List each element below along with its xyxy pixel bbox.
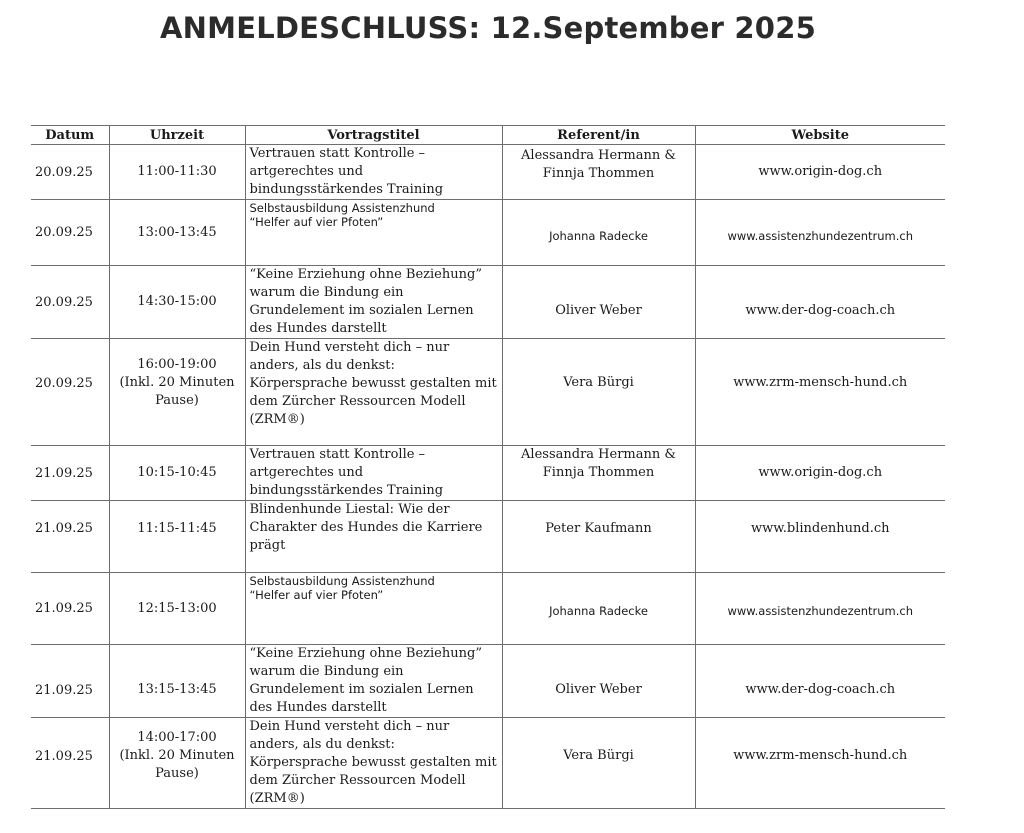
- talk-title-line: Grundelement im sozialen Lernen: [249, 303, 474, 318]
- website-link[interactable]: www.assistenzhundezentrum.ch: [695, 573, 945, 645]
- talk-title-cell: [245, 645, 502, 718]
- time-cell: [109, 446, 245, 501]
- talk-title-cell: [245, 200, 502, 266]
- speaker-line: Peter Kaufmann: [545, 520, 652, 536]
- table-row: [31, 200, 945, 266]
- talk-title-cell: [245, 446, 502, 501]
- time-line: 13:15-13:45: [137, 682, 217, 697]
- website-link[interactable]: www.blindenhund.ch: [695, 501, 945, 573]
- talk-title-cell: [245, 339, 502, 446]
- talk-title-cell: [245, 501, 502, 573]
- talk-title-line: Vertrauen statt Kontrolle –: [249, 447, 426, 462]
- speaker-cell: [502, 266, 695, 339]
- talk-title-line: dem Zürcher Ressourcen Modell: [249, 773, 466, 788]
- speaker-line: Oliver Weber: [555, 682, 642, 697]
- speaker-cell: [502, 446, 695, 501]
- talk-title-line: anders, als du denkst:: [249, 737, 395, 752]
- talk-title-line: Dein Hund versteht dich – nur: [249, 719, 450, 734]
- talk-title-line: “Helfer auf vier Pfoten”: [249, 215, 384, 229]
- talk-title-line: Charakter des Hundes die Karriere: [249, 520, 483, 535]
- speaker-line: Johanna Radecke: [549, 229, 648, 243]
- website-link[interactable]: www.origin-dog.ch: [695, 446, 945, 501]
- talk-title-line: Körpersprache bewusst gestalten mit: [249, 376, 497, 391]
- talk-title-cell: [245, 718, 502, 809]
- time-line: 11:15-11:45: [137, 520, 217, 536]
- date-cell: 20.09.25: [31, 339, 109, 446]
- time-line: 12:15-13:00: [137, 600, 217, 616]
- table-row: [31, 501, 945, 573]
- time-cell: [109, 200, 245, 266]
- talk-title-cell: [245, 266, 502, 339]
- column-header-date: Datum: [31, 126, 109, 145]
- speaker-line: Vera Bürgi: [563, 748, 634, 763]
- talk-title-line: bindungsstärkendes Training: [249, 182, 444, 197]
- table-row: [31, 645, 945, 718]
- table-row: [31, 266, 945, 339]
- date-cell: 21.09.25: [31, 446, 109, 501]
- time-line: 13:00-13:45: [137, 224, 217, 240]
- talk-title-line: “Helfer auf vier Pfoten”: [249, 588, 384, 602]
- time-cell: [109, 573, 245, 645]
- talk-title-line: “Keine Erziehung ohne Beziehung”: [249, 267, 482, 282]
- website-link[interactable]: www.der-dog-coach.ch: [695, 645, 945, 718]
- date-cell: 20.09.25: [31, 200, 109, 266]
- schedule-table: [31, 125, 945, 809]
- time-line: Pause): [155, 766, 199, 781]
- speaker-line: Alessandra Hermann &: [521, 148, 676, 163]
- column-header-title: Vortragstitel: [245, 126, 502, 145]
- speaker-cell: [502, 501, 695, 573]
- table-row: [31, 573, 945, 645]
- table-row: [31, 339, 945, 446]
- time-cell: [109, 645, 245, 718]
- page-title: ANMELDESCHLUSS: 12.September 2025: [160, 11, 816, 45]
- date-cell: 20.09.25: [31, 266, 109, 339]
- website-link[interactable]: www.zrm-mensch-hund.ch: [695, 339, 945, 446]
- table-row: [31, 718, 945, 809]
- time-line: (Inkl. 20 Minuten: [119, 748, 235, 763]
- talk-title-line: prägt: [249, 538, 286, 553]
- time-line: 14:00-17:00: [137, 730, 217, 745]
- website-link[interactable]: www.origin-dog.ch: [695, 145, 945, 200]
- speaker-cell: [502, 145, 695, 200]
- talk-title-line: warum die Bindung ein: [249, 285, 404, 300]
- column-header-speaker: Referent/in: [502, 126, 695, 145]
- talk-title-line: artgerechtes und: [249, 164, 364, 179]
- column-header-time: Uhrzeit: [109, 126, 245, 145]
- talk-title-line: Selbstausbildung Assistenzhund: [249, 201, 435, 215]
- talk-title-line: Vertrauen statt Kontrolle –: [249, 146, 426, 161]
- talk-title-line: Körpersprache bewusst gestalten mit: [249, 755, 497, 770]
- time-line: 10:15-10:45: [137, 465, 217, 480]
- table-row: [31, 446, 945, 501]
- talk-title-line: anders, als du denkst:: [249, 358, 395, 373]
- time-cell: [109, 501, 245, 573]
- talk-title-line: warum die Bindung ein: [249, 664, 404, 679]
- talk-title-cell: [245, 573, 502, 645]
- time-line: 14:30-15:00: [137, 294, 217, 309]
- talk-title-line: des Hundes darstellt: [249, 321, 387, 336]
- speaker-line: Alessandra Hermann &: [521, 447, 676, 462]
- talk-title-line: artgerechtes und: [249, 465, 364, 480]
- speaker-cell: [502, 645, 695, 718]
- date-cell: 21.09.25: [31, 645, 109, 718]
- talk-title-line: Blindenhunde Liestal: Wie der: [249, 502, 450, 517]
- time-cell: [109, 339, 245, 446]
- date-cell: 20.09.25: [31, 145, 109, 200]
- time-cell: [109, 718, 245, 809]
- talk-title-line: (ZRM®): [249, 412, 305, 427]
- speaker-cell: [502, 200, 695, 266]
- talk-title-line: bindungsstärkendes Training: [249, 483, 444, 498]
- table-header-row: [31, 126, 945, 145]
- date-cell: 21.09.25: [31, 573, 109, 645]
- speaker-cell: [502, 718, 695, 809]
- website-link[interactable]: www.assistenzhundezentrum.ch: [695, 200, 945, 266]
- time-line: 11:00-11:30: [137, 164, 217, 179]
- speaker-cell: [502, 339, 695, 446]
- talk-title-line: dem Zürcher Ressourcen Modell: [249, 394, 466, 409]
- time-line: (Inkl. 20 Minuten: [119, 375, 235, 390]
- time-cell: [109, 145, 245, 200]
- talk-title-line: des Hundes darstellt: [249, 700, 387, 715]
- website-link[interactable]: www.der-dog-coach.ch: [695, 266, 945, 339]
- time-cell: [109, 266, 245, 339]
- speaker-line: Johanna Radecke: [549, 604, 648, 618]
- talk-title-cell: [245, 145, 502, 200]
- talk-title-line: “Keine Erziehung ohne Beziehung”: [249, 646, 482, 661]
- talk-title-line: Grundelement im sozialen Lernen: [249, 682, 474, 697]
- speaker-line: Finnja Thommen: [542, 166, 655, 181]
- speaker-line: Vera Bürgi: [563, 375, 634, 390]
- talk-title-line: (ZRM®): [249, 791, 305, 806]
- website-link[interactable]: www.zrm-mensch-hund.ch: [695, 718, 945, 809]
- time-line: 16:00-19:00: [137, 357, 217, 372]
- table-row: [31, 145, 945, 200]
- date-cell: 21.09.25: [31, 718, 109, 809]
- talk-title-line: Dein Hund versteht dich – nur: [249, 340, 450, 355]
- speaker-line: Finnja Thommen: [542, 465, 655, 480]
- speaker-line: Oliver Weber: [555, 303, 642, 318]
- date-cell: 21.09.25: [31, 501, 109, 573]
- time-line: Pause): [155, 393, 199, 408]
- column-header-website: Website: [695, 126, 945, 145]
- speaker-cell: [502, 573, 695, 645]
- talk-title-line: Selbstausbildung Assistenzhund: [249, 574, 435, 588]
